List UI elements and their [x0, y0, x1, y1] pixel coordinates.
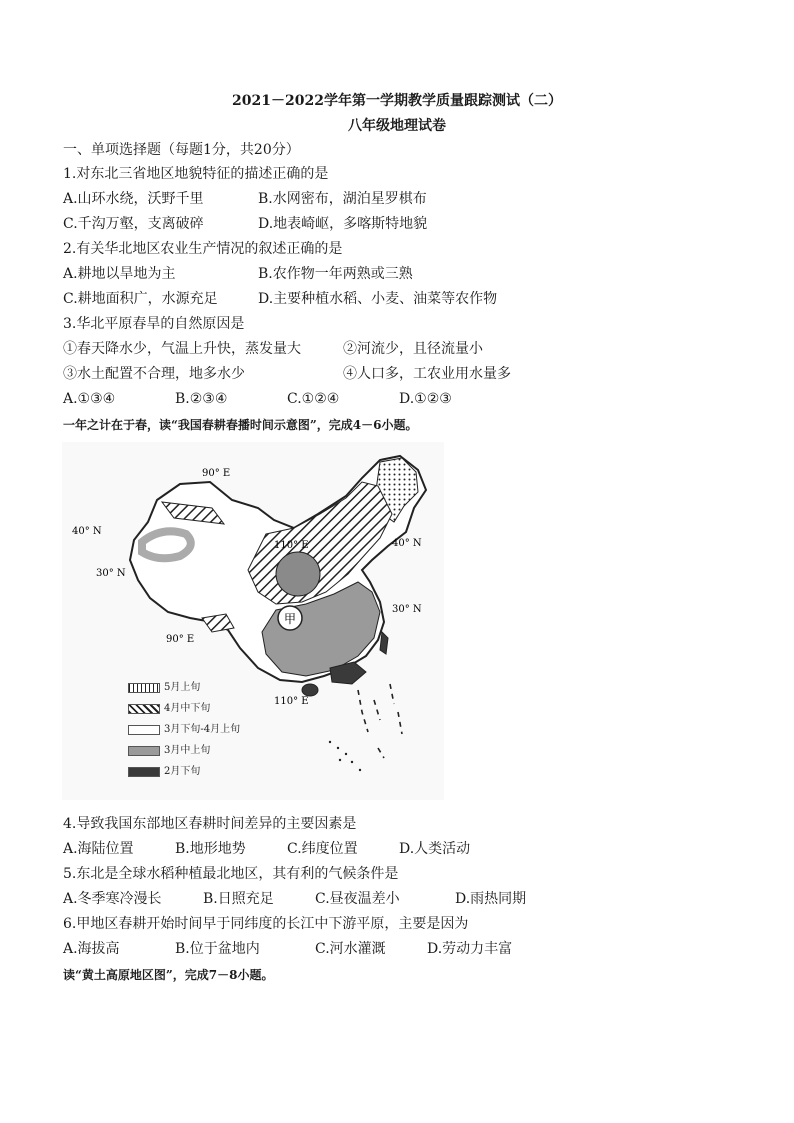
question-3-statement-3: ③水土配置不合理，地多水少 [63, 366, 245, 382]
intro-questions-4-6: 一年之计在于春，读“我国春耕春播时间示意图”，完成4－6小题。 [63, 418, 418, 432]
lon-90e-top: 90° E [202, 468, 231, 479]
question-3-option-b: B.②③④ [175, 391, 228, 407]
intro-questions-7-8: 读“黄土高原地区图”，完成7－8小题。 [63, 968, 274, 982]
section-heading: 一、单项选择题（每题1分，共20分） [63, 142, 300, 158]
legend-may-early: 5月上旬 [128, 682, 200, 694]
question-3-stem: 3.华北平原春旱的自然原因是 [63, 316, 245, 332]
legend-swatch-hatch [128, 704, 160, 714]
question-6-option-d: D.劳动力丰富 [427, 941, 513, 957]
lat-40n-right: 40° N [392, 538, 422, 549]
question-4-option-a: A.海陆位置 [63, 841, 134, 857]
legend-feb-late: 2月下旬 [128, 766, 200, 778]
question-1-option-d: D.地表崎岖，多喀斯特地貌 [258, 216, 428, 232]
question-3-statement-2: ②河流少，且径流量小 [343, 341, 483, 357]
spring-plowing-map [62, 442, 444, 800]
question-6-stem: 6.甲地区春耕开始时间早于同纬度的长江中下游平原，主要是因为 [63, 916, 469, 932]
question-4-option-d: D.人类活动 [399, 841, 471, 857]
question-4-stem: 4.导致我国东部地区春耕时间差异的主要因素是 [63, 816, 357, 832]
question-1-option-b: B.水网密布，湖泊星罗棋布 [258, 191, 427, 207]
question-1-option-c: C.千沟万壑，支离破碎 [63, 216, 204, 232]
question-2-stem: 2.有关华北地区农业生产情况的叙述正确的是 [63, 241, 343, 257]
question-2-option-a: A.耕地以旱地为主 [63, 266, 176, 282]
question-5-option-a: A.冬季寒冷漫长 [63, 891, 162, 907]
exam-subtitle: 八年级地理试卷 [348, 118, 446, 134]
question-2-option-c: C.耕地面积广，水源充足 [63, 291, 218, 307]
question-1-option-a: A.山环水绕，沃野千里 [63, 191, 204, 207]
question-6-option-b: B.位于盆地内 [175, 941, 260, 957]
lon-110e-top: 110° E [274, 540, 309, 551]
question-6-option-a: A.海拔高 [63, 941, 120, 957]
lat-40n-left: 40° N [72, 526, 102, 537]
question-3-option-a: A.①③④ [63, 391, 116, 407]
question-4-option-b: B.地形地势 [175, 841, 246, 857]
question-3-option-d: D.①②③ [399, 391, 452, 407]
legend-swatch-white [128, 725, 160, 735]
question-4-option-c: C.纬度位置 [287, 841, 358, 857]
legend-april-mid-late: 4月中下旬 [128, 703, 210, 715]
question-2-option-d: D.主要种植水稻、小麦、油菜等农作物 [258, 291, 498, 307]
region-jia-label: 甲 [283, 612, 297, 626]
question-3-statement-1: ①春天降水少，气温上升快，蒸发量大 [63, 341, 301, 357]
legend-march-mid-early: 3月中上旬 [128, 745, 210, 757]
question-5-option-b: B.日照充足 [203, 891, 274, 907]
legend-swatch-gray [128, 746, 160, 756]
question-3-option-c: C.①②④ [287, 391, 340, 407]
legend-swatch-vlines [128, 683, 160, 693]
question-6-option-c: C.河水灌溉 [315, 941, 386, 957]
lat-30n-left: 30° N [96, 568, 126, 579]
question-5-option-d: D.雨热同期 [455, 891, 527, 907]
lon-110e-bottom: 110° E [274, 696, 309, 707]
question-5-option-c: C.昼夜温差小 [315, 891, 400, 907]
lat-30n-right: 30° N [392, 604, 422, 615]
legend-march-late-april-early: 3月下旬-4月上旬 [128, 724, 240, 736]
lon-90e-bottom: 90° E [166, 634, 195, 645]
question-2-option-b: B.农作物一年两熟或三熟 [258, 266, 413, 282]
exam-title: 2021－2022学年第一学期教学质量跟踪测试（二） [232, 93, 562, 109]
legend-swatch-dark [128, 767, 160, 777]
question-1-stem: 1.对东北三省地区地貌特征的描述正确的是 [63, 166, 329, 182]
question-3-statement-4: ④人口多，工农业用水量多 [343, 366, 511, 382]
question-5-stem: 5.东北是全球水稻种植最北地区，其有利的气候条件是 [63, 866, 399, 882]
